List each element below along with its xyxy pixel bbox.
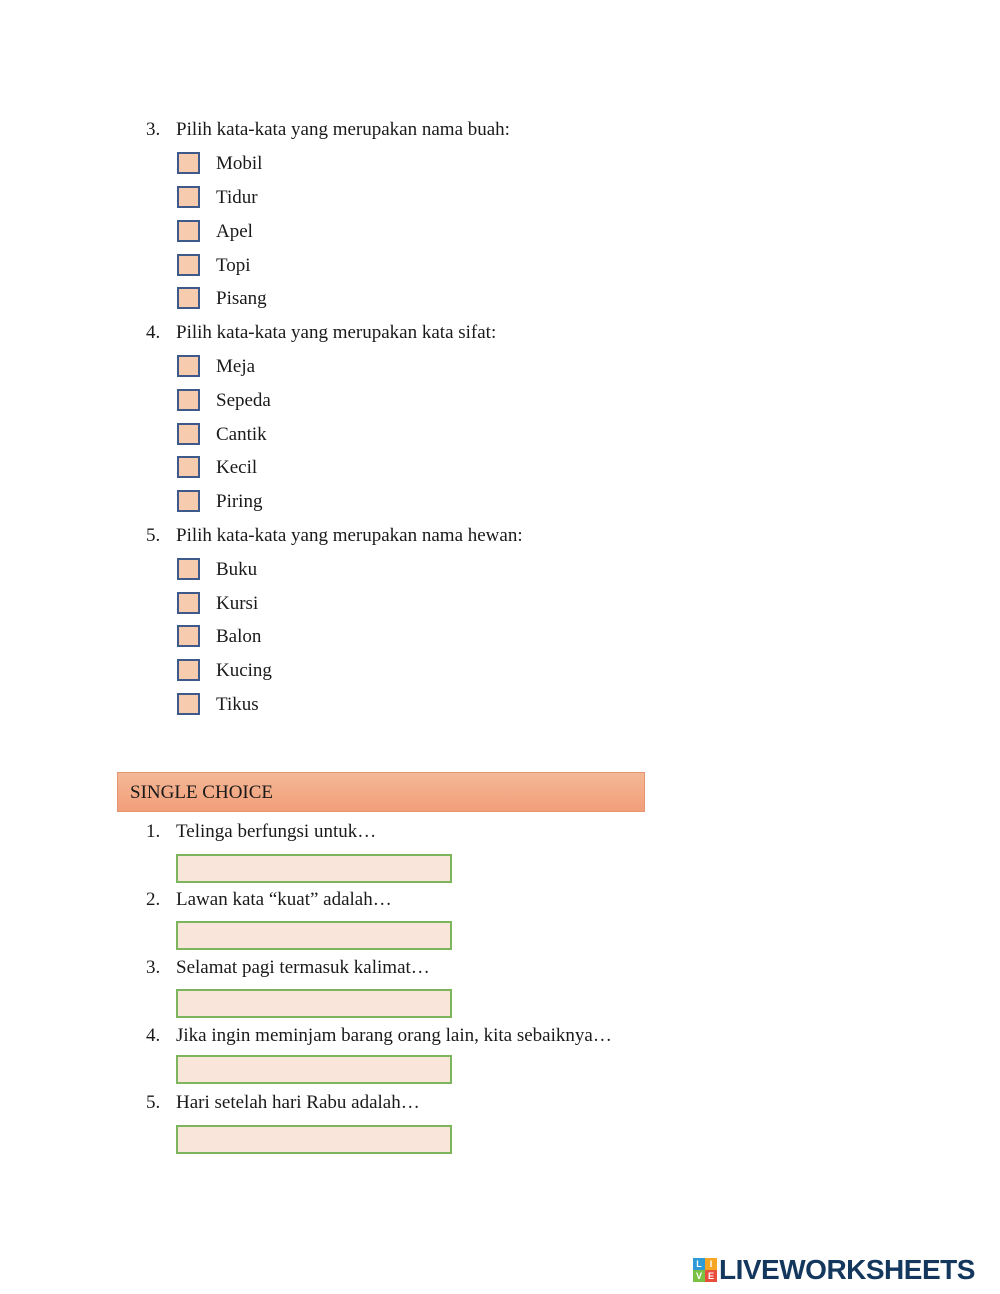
question-text: Lawan kata “kuat” adalah… <box>176 889 392 910</box>
question-number: 2. <box>146 889 161 910</box>
checkbox-apel[interactable] <box>177 220 200 242</box>
option-label: Pisang <box>216 288 267 309</box>
checkbox-mobil[interactable] <box>177 152 200 174</box>
question-number: 5. <box>146 525 161 546</box>
checkbox-cantik[interactable] <box>177 423 200 445</box>
option-label: Tidur <box>216 187 258 208</box>
question-number: 5. <box>146 1092 161 1113</box>
question-text: Jika ingin meminjam barang orang lain, kita sebaiknya… <box>176 1025 612 1046</box>
checkbox-balon[interactable] <box>177 625 200 647</box>
checkbox-topi[interactable] <box>177 254 200 276</box>
option-label: Topi <box>216 255 251 276</box>
question-number: 4. <box>146 322 161 343</box>
option-label: Tikus <box>216 694 259 715</box>
checkbox-kursi[interactable] <box>177 592 200 614</box>
checkbox-kecil[interactable] <box>177 456 200 478</box>
checkbox-sepeda[interactable] <box>177 389 200 411</box>
answer-input-3[interactable] <box>176 989 452 1018</box>
liveworksheets-logo <box>693 1255 975 1285</box>
question-text: Pilih kata-kata yang merupakan kata sifat: <box>176 322 497 343</box>
logo-letter: I <box>705 1258 717 1270</box>
option-label: Kucing <box>216 660 272 681</box>
checkbox-meja[interactable] <box>177 355 200 377</box>
question-number: 4. <box>146 1025 161 1046</box>
checkbox-kucing[interactable] <box>177 659 200 681</box>
option-label: Sepeda <box>216 390 271 411</box>
checkbox-pisang[interactable] <box>177 287 200 309</box>
logo-letter: L <box>693 1258 705 1270</box>
option-label: Kursi <box>216 593 259 614</box>
question-text: Telinga berfungsi untuk… <box>176 821 377 842</box>
question-number: 3. <box>146 119 161 140</box>
answer-input-4[interactable] <box>176 1055 452 1084</box>
question-text: Selamat pagi termasuk kalimat… <box>176 957 430 978</box>
question-text: Hari setelah hari Rabu adalah… <box>176 1092 420 1113</box>
question-text: Pilih kata-kata yang merupakan nama hewan: <box>176 525 523 546</box>
section-title: SINGLE CHOICE <box>130 782 274 803</box>
option-label: Mobil <box>216 153 263 174</box>
logo-letter: V <box>693 1270 705 1282</box>
brand-name: LIVEWORKSHEETS <box>719 1254 975 1285</box>
answer-input-5[interactable] <box>176 1125 452 1154</box>
answer-input-2[interactable] <box>176 921 452 950</box>
option-label: Apel <box>216 221 253 242</box>
question-text: Pilih kata-kata yang merupakan nama buah: <box>176 119 510 140</box>
section-header-single-choice <box>117 772 645 812</box>
checkbox-buku[interactable] <box>177 558 200 580</box>
option-label: Balon <box>216 626 262 647</box>
option-label: Piring <box>216 491 263 512</box>
question-number: 1. <box>146 821 161 842</box>
option-label: Kecil <box>216 457 258 478</box>
live-icon <box>693 1258 717 1282</box>
question-number: 3. <box>146 957 161 978</box>
option-label: Cantik <box>216 424 267 445</box>
checkbox-piring[interactable] <box>177 490 200 512</box>
option-label: Meja <box>216 356 256 377</box>
answer-input-1[interactable] <box>176 854 452 883</box>
checkbox-tikus[interactable] <box>177 693 200 715</box>
logo-letter: E <box>705 1270 717 1282</box>
checkbox-tidur[interactable] <box>177 186 200 208</box>
option-label: Buku <box>216 559 258 580</box>
